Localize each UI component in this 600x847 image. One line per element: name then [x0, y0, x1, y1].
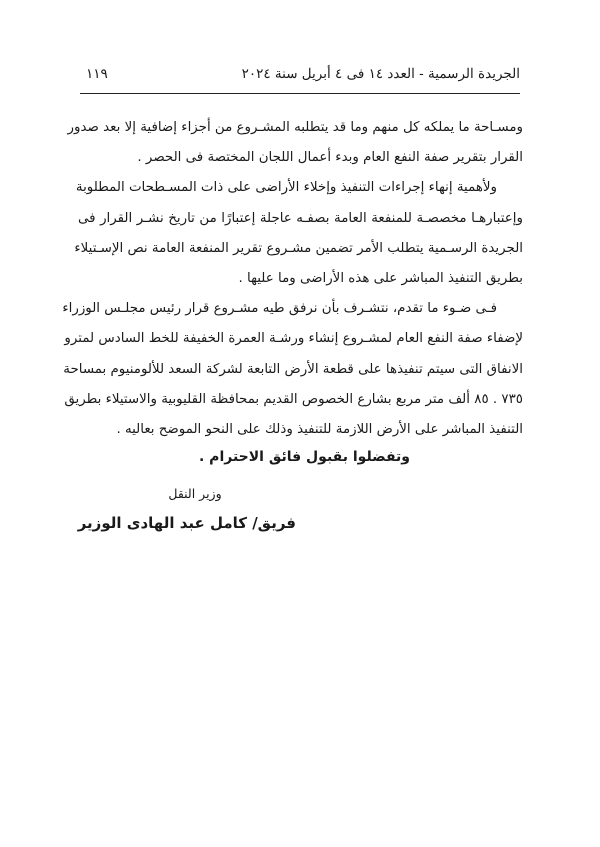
letter-body [62, 113, 523, 445]
text-line: فـى ضـوء ما تقدم، نتشـرف بأن نرفق طيه مشـروع قرار رئيس مجلـس الوزراء [62, 301, 497, 317]
page-header [80, 62, 520, 92]
paragraph-2 [74, 173, 523, 294]
text-line: الجريدة الرسـمية يتطلب الأمر تضمين مشـروع تقرير المنفعة العامة نص الإسـتيلاء [74, 240, 523, 256]
text-line: القرار بتقرير صفة النفع العام وبدء أعمال اللجان المختصة فى الحصر . [137, 150, 523, 166]
signatory-title: وزير النقل [168, 486, 222, 501]
page-number: ١١٩ [86, 66, 108, 82]
paragraph-1 [67, 113, 523, 173]
text-line: وإعتبارهـا مخصصـة للمنفعة العامة بصفـه عاجلة إعتبارًا من تاريخ نشـر القرار فى [78, 210, 523, 226]
text-line: لإضفاء صفة النفع العام لمشـروع إنشاء ورشـة العمرة الخفيفة للخط السادس لمترو [64, 331, 523, 347]
paragraph-3 [62, 294, 523, 445]
gazette-header-title: الجريدة الرسمية - العدد ١٤ فى ٤ أبريل سنة ٢٠٢٤ [241, 66, 520, 82]
signatory-name: فريق/ كامل عبد الهادى الوزير [77, 514, 296, 532]
text-line: ولأهمية إنهاء إجراءات التنفيذ وإخلاء الأراضى على ذات المسـطحات المطلوبة [75, 180, 497, 196]
text-line: ومسـاحة ما يملكه كل منهم وما قد يتطلبه المشـروع من أجزاء إضافية إلا بعد صدور [67, 120, 523, 135]
text-line: بطريق التنفيذ المباشر على هذه الأراضى وما عليها . [238, 270, 523, 286]
header-divider [80, 93, 520, 94]
text-line: التنفيذ المباشر على الأرض اللازمة للتنفيذ وذلك على النحو الموضح بعاليه . [116, 421, 523, 437]
closing-salutation: وتفضلوا بقبول فائق الاحترام . [198, 449, 410, 465]
text-line: ٧٣٥ . ٨٥ ألف متر مربع بشارع الخصوص القديم بمحافظة القليوبية والاستيلاء بطريق [64, 391, 523, 407]
text-line: الانفاق التى سيتم تنفيذها على قطعة الأرض التابعة لشركة السعد للألومنيوم بمساحة [63, 361, 523, 377]
